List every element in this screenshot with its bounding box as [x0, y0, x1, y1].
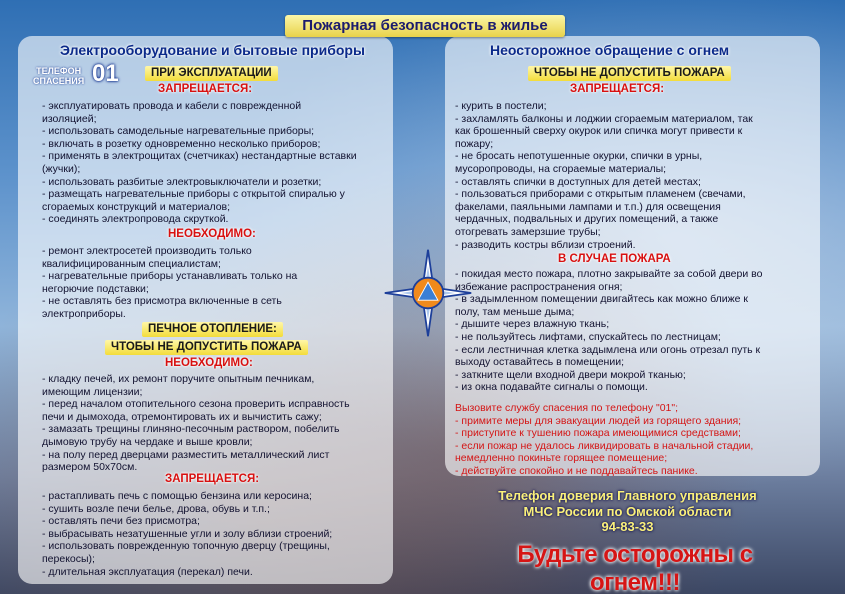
list-item: - разводить костры вблизи строений. [455, 238, 636, 251]
list-item: чердачных, подвальных и других помещений, а также [455, 213, 719, 226]
list-item: - оставлять спички в доступных для детей местах; [455, 175, 701, 188]
list-item: размером 50х70см. [42, 461, 138, 474]
in-case-of-fire-list [455, 268, 810, 394]
phone-number: 01 [92, 60, 119, 87]
list-item: негорючие подставки; [42, 282, 149, 295]
phone-label [33, 66, 84, 86]
list-item: - приступите к тушению пожара имеющимися средствами; [455, 427, 741, 440]
right-section-title: Неосторожное обращение с огнем [490, 42, 730, 58]
stove-required-list [42, 373, 387, 474]
list-item: - применять в электрощитах (счетчиках) нестандартные вставки [42, 150, 357, 163]
list-item: - действуйте спокойно и не поддавайтесь панике. [455, 464, 698, 477]
list-item: - из окна подавайте сигналы о помощи. [455, 381, 648, 394]
list-item: печи и дымохода, отремонтировать их и вычистить сажу; [42, 410, 322, 423]
list-item: факелами, паяльными лампами и т.п.) для освещения [455, 200, 721, 213]
list-item: - включать в розетку одновременно несколько приборов; [42, 137, 321, 150]
list-item: (жучки); [42, 162, 81, 175]
stove-forbidden-list [42, 490, 387, 578]
warning-slogan: Будьте осторожны с огнем!!! [517, 541, 753, 594]
list-item: - не бросать непотушенные окурки, спички в урны, [455, 150, 703, 163]
list-item: - оставлять печи без присмотра; [42, 515, 200, 528]
list-item: - сушить возле печи белье, дрова, обувь и т.п.; [42, 502, 270, 515]
list-item: - примите меры для эвакуации людей из горящего здания; [455, 414, 742, 427]
list-item: отогревать замерзшие трубы; [455, 225, 601, 238]
list-item: - на полу перед дверцами разместить металлический лист [42, 448, 330, 461]
right-prevent-heading: ЧТОБЫ НЕ ДОПУСТИТЬ ПОЖАРА [528, 66, 731, 81]
list-item: - растапливать печь с помощью бензина или керосина; [42, 490, 312, 502]
list-item: Вызовите службу спасения по телефону "01"; [455, 402, 679, 414]
list-item: пожару; [455, 137, 494, 150]
trust-phone-number: 94-83-33 [601, 519, 654, 534]
list-item: - замазать трещины глиняно-песочным раствором, побелить [42, 423, 340, 436]
list-item: - кладку печей, их ремонт поручите опытным печникам, [42, 373, 315, 385]
list-item: - ремонт электросетей производить только [42, 245, 252, 257]
left-prevent-heading: ЧТОБЫ НЕ ДОПУСТИТЬ ПОЖАРА [105, 340, 308, 355]
list-item: изоляцией; [42, 112, 97, 125]
trust-line-1: Телефон доверия Главного управления [498, 488, 757, 503]
list-item: - захламлять балконы и лоджии сгораемым материалом, так [455, 112, 753, 125]
list-item: - использовать самодельные нагревательные приборы; [42, 125, 315, 138]
list-item: - размещать нагревательные приборы с открытой спиралью у [42, 188, 345, 201]
trust-phone-block [455, 488, 800, 535]
page-title: Пожарная безопасность в жилье [285, 15, 565, 37]
list-item: - нагревательные приборы устанавливать только на [42, 270, 298, 283]
list-item: перекосы); [42, 552, 95, 565]
list-item: избежание распространения огня; [455, 280, 623, 293]
list-item: - использовать разбитые электровыключатели и розетки; [42, 175, 322, 188]
left-section-title: Электрооборудование и бытовые приборы [60, 42, 365, 58]
left-forbidden-list [42, 100, 387, 226]
list-item: - не оставлять без присмотра включенные в сеть [42, 295, 282, 308]
operation-heading: ПРИ ЭКСПЛУАТАЦИИ [145, 66, 278, 81]
list-item: полу, там меньше дыма; [455, 305, 575, 318]
phone-label-line-1: ТЕЛЕФОН [36, 66, 82, 76]
list-item: выходу оставайтесь в помещении; [455, 356, 624, 369]
list-item: - если пожар не удалось ликвидировать в начальной стадии, [455, 439, 754, 452]
list-item: имеющим лицензии; [42, 385, 143, 398]
right-forbidden-heading: ЗАПРЕЩАЕТСЯ: [570, 83, 665, 95]
list-item: - длительная эксплуатация (перекал) печи. [42, 565, 253, 578]
left-forbidden-heading: ЗАПРЕЩАЕТСЯ: [158, 83, 253, 95]
list-item: как брошенный сверху окурок или спичка могут привести к [455, 125, 743, 138]
list-item: мусоропроводы, на сгораемые материалы; [455, 162, 667, 175]
list-item: - использовать поврежденную топочную дверцу (трещины, [42, 540, 330, 553]
list-item: - покидая место пожара, плотно закрывайте за собой двери во [455, 268, 763, 280]
call-rescue-list [455, 402, 810, 478]
list-item: немедленно покиньте горящее помещение; [455, 452, 668, 465]
list-item: - заткните щели входной двери мокрой тканью; [455, 368, 686, 381]
list-item: квалифицированным специалистам; [42, 257, 221, 270]
list-item: - соединять электропровода скруткой. [42, 213, 229, 226]
trust-line-2: МЧС России по Омской области [523, 503, 732, 519]
list-item: - не пользуйтесь лифтами, спускайтесь по лестницам; [455, 330, 721, 343]
stove-heating-heading: ПЕЧНОЕ ОТОПЛЕНИЕ: [142, 322, 283, 337]
phone-label-line-2: СПАСЕНИЯ [33, 76, 85, 86]
right-forbidden-list [455, 100, 810, 251]
stove-forbidden-heading: ЗАПРЕЩАЕТСЯ: [165, 473, 260, 485]
left-required-heading: НЕОБХОДИМО: [168, 228, 256, 240]
list-item: - эксплуатировать провода и кабели с поврежденной [42, 100, 302, 112]
in-case-of-fire-heading: В СЛУЧАЕ ПОЖАРА [558, 253, 671, 265]
left-required-list [42, 245, 387, 321]
list-item: электроприборы. [42, 307, 126, 320]
list-item: - выбрасывать незатушенные угли и золу вблизи строений; [42, 527, 333, 540]
list-item: - перед началом отопительного сезона проверить исправность [42, 398, 350, 411]
list-item: сгораемых конструкций и материалов; [42, 200, 231, 213]
list-item: - если лестничная клетка задымлена или огонь отрезал путь к [455, 343, 761, 356]
list-item: - курить в постели; [455, 100, 547, 112]
list-item: - пользоваться приборами с открытым пламенем (свечами, [455, 188, 746, 201]
stove-required-heading: НЕОБХОДИМО: [165, 357, 253, 369]
list-item: - дышите через влажную ткань; [455, 318, 610, 331]
list-item: дымовую трубу на чердаке и выше кровли; [42, 435, 253, 448]
list-item: - в задымленном помещении двигайтесь как можно ближе к [455, 293, 749, 306]
